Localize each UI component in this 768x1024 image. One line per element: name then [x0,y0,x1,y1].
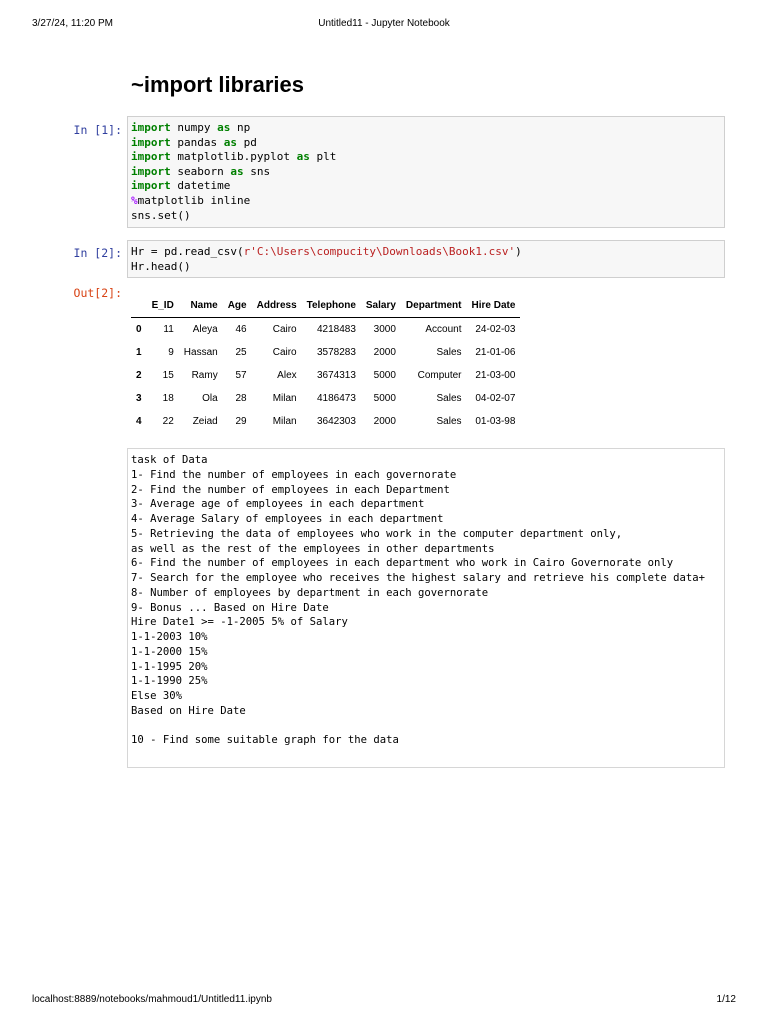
code-cell-1-line: import numpy as np [131,121,251,134]
column-header [131,294,147,318]
table-cell: 3578283 [316,347,356,358]
code-cell-1-line: %matplotlib inline [131,193,251,207]
table-cell: Account [425,324,462,335]
table-cell: Sales [436,347,462,358]
table-cell: 04-02-07 [475,393,516,404]
table-row [131,318,520,342]
raw-text-line: 1-1-1995 20% [131,660,208,673]
table-cell: 9 [168,347,174,358]
table-cell: Ola [202,393,218,404]
table-cell: 3000 [373,324,396,335]
table-cell: Hassan [183,347,218,358]
table-row [131,387,520,410]
table-cell: 46 [235,324,247,335]
code-cell-2[interactable] [127,240,725,278]
table-cell: Cairo [272,324,297,335]
table-cell: 4186473 [316,393,356,404]
table-cell: 18 [162,393,174,404]
table-cell: 5000 [373,370,396,381]
column-header: Age [223,294,252,318]
table-cell: 3674313 [316,370,356,381]
code-cell-1-line: import datetime [131,179,231,193]
code-cell-2-source[interactable] [128,241,724,278]
table-cell: 57 [235,370,247,381]
raw-text-line: 2- Find the number of employees in each Department [131,483,450,496]
cell2-in-prompt: In [2]: [73,246,122,260]
code-cell-2-line: Hr.head() [131,259,191,273]
row-index: 2 [136,370,142,381]
raw-text-line: 4- Average Salary of employees in each department [131,513,444,525]
table-row [131,410,520,433]
raw-text-line: Hire Date1 >= -1-2005 5% of Salary [131,616,348,629]
row-index: 1 [136,347,142,358]
table-cell: 29 [235,416,247,427]
raw-text-line: as well as the rest of the employees in other departments [131,542,495,555]
raw-text-line: 1-1-1990 25% [131,675,208,688]
table-cell: 11 [163,324,174,335]
column-header: Telephone [302,294,361,318]
table-cell: 24-02-03 [475,324,516,335]
table-cell: 3642303 [316,416,356,427]
print-footer [0,994,768,1008]
raw-text-line: 3- Average age of employees in each department [131,498,425,511]
print-url: localhost:8889/notebooks/mahmoud1/Untitled11.ipynb [32,994,272,1005]
code-cell-1-source[interactable] [128,117,724,227]
raw-text-line: 5- Retrieving the data of employees who work in the computer department only, [131,527,623,540]
table-cell: Zeiad [192,416,218,427]
table-cell: 2000 [373,347,396,358]
raw-text-line: 7- Search for the employee who receives the highest salary and retrieve his complete data+ [131,572,706,584]
column-header: Department [401,294,467,318]
raw-text-line: 10 - Find some suitable graph for the data [131,734,399,747]
table-cell: Alex [277,370,297,381]
dataframe-output [131,294,520,433]
table-row [131,341,520,364]
print-page-number: 1/12 [716,994,736,1005]
table-cell: 28 [235,393,247,404]
table-cell: 5000 [373,393,396,404]
table-cell: Cairo [272,347,297,358]
column-header: E_ID [147,294,179,318]
table-cell: Computer [417,370,462,381]
column-header: Address [252,294,302,318]
table-cell: Milan [272,393,297,404]
raw-text-line: 1-1-2003 10% [131,631,208,643]
row-index: 3 [136,393,142,404]
table-cell: 22 [162,416,174,427]
column-header: Hire Date [467,294,521,318]
table-cell: 21-01-06 [475,347,516,358]
code-cell-1-line: import seaborn as sns [131,164,271,178]
code-cell-1-line: import matplotlib.pyplot as plt [131,150,337,164]
table-cell: Ramy [191,370,218,381]
print-header [0,18,768,32]
raw-text-line: Based on Hire Date [131,704,246,717]
raw-text-line: Else 30% [131,690,183,702]
code-cell-1[interactable] [127,116,725,228]
cell2-out-prompt: Out[2]: [73,286,122,300]
raw-text-line [131,719,721,734]
raw-text-line: task of Data [131,454,208,466]
table-cell: Sales [436,393,462,404]
table-cell: Aleya [192,324,218,335]
table-cell: 21-03-00 [475,370,516,381]
table-body [131,318,520,434]
code-cell-1-line: import pandas as pd [131,135,257,149]
table-row [131,364,520,387]
raw-text-line: 6- Find the number of employees in each department who work in Cairo Governorate only [131,557,674,570]
table-cell: 01-03-98 [475,416,516,427]
table-cell: 15 [162,370,174,381]
column-header: Name [179,294,223,318]
table-cell: 4218483 [316,324,356,335]
table-cell: 25 [235,347,247,358]
raw-text-line: 1- Find the number of employees in each governorate [131,468,457,481]
code-cell-1-line: sns.set() [131,208,191,222]
raw-text-cell-content[interactable] [128,449,724,752]
cell1-in-prompt: In [1]: [73,123,122,137]
table-cell: Sales [436,416,462,427]
table-header-row [131,294,520,318]
row-index: 0 [136,324,142,335]
raw-text-line: 8- Number of employees by department in each governorate [131,586,489,599]
table-cell: 2000 [373,416,396,427]
markdown-heading: ~import libraries [131,72,305,97]
code-cell-2-line: Hr = pd.read_csv(r'C:\Users\compucity\Downloads\Book1.csv') [131,245,522,258]
raw-text-line: 9- Bonus ... Based on Hire Date [131,601,329,614]
row-index: 4 [136,416,142,427]
print-datetime: 3/27/24, 11:20 PM [32,18,113,29]
raw-text-cell[interactable] [127,448,725,768]
print-title: Untitled11 - Jupyter Notebook [318,18,450,29]
raw-text-line: 1-1-2000 15% [131,645,208,658]
column-header: Salary [361,294,401,318]
table-cell: Milan [272,416,297,427]
